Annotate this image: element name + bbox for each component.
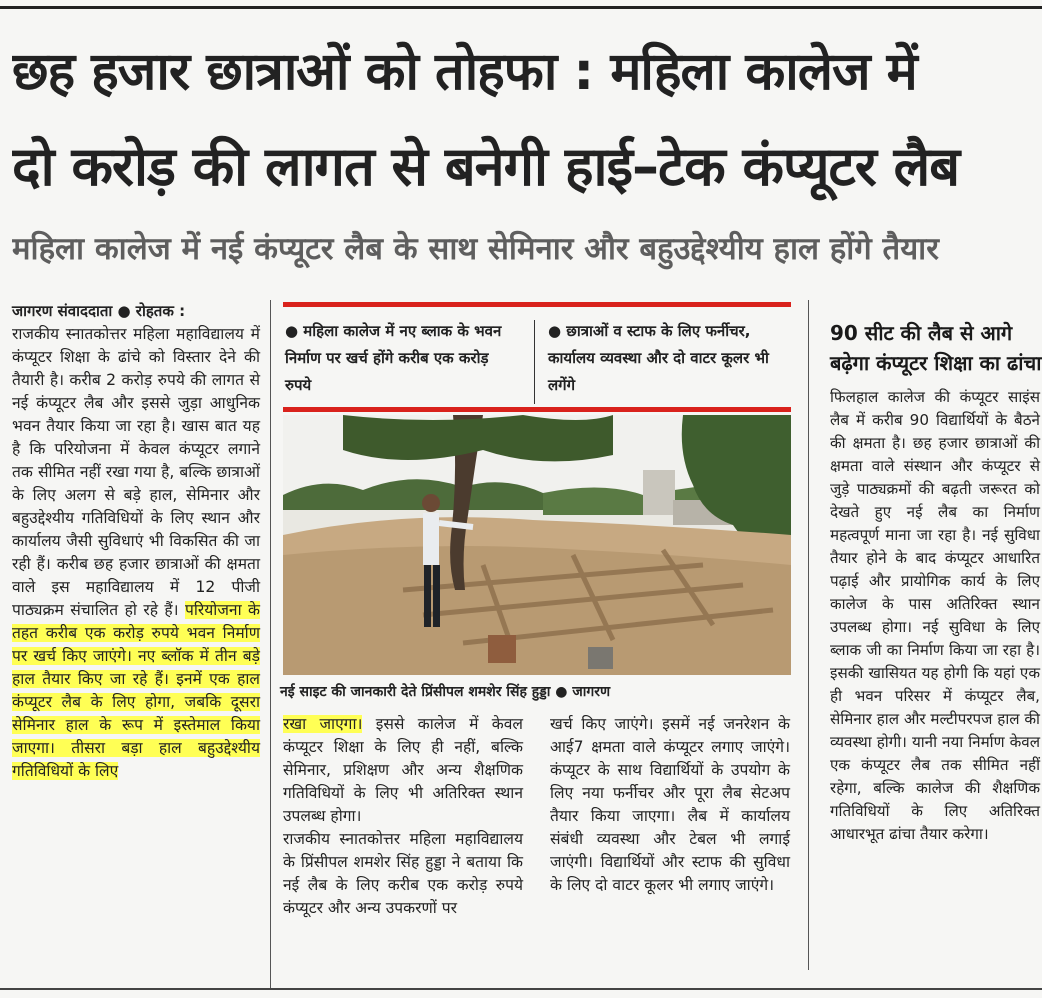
headline-line-1: छह हजार छात्राओं को तोहफा : महिला कालेज में (12, 42, 917, 102)
bullet-point-2: ● छात्राओं व स्टाफ के लिए फर्नीचर, कार्यालय व्यवस्था और दो वाटर कूलर भी लगेंगे (548, 322, 769, 394)
column-rule-2 (808, 300, 809, 970)
bullets-top-red-rule (283, 302, 791, 307)
column-2-paragraph-2: राजकीय स्नातकोत्तर महिला महाविद्यालय के प्रिंसीपल शमशेर सिंह हुड्डा ने बताया कि नई लैब के लिए करीब एक करोड़ रुपये कंप्यूटर और अन्य उपकरणों पर (283, 830, 523, 917)
sidebar-title: 90 सीट की लैब से आगे बढ़ेगा कंप्यूटर शिक्षा का ढांचा (830, 321, 1042, 375)
bullets-bottom-red-rule (283, 407, 791, 412)
column-2-highlight: रखा जाएगा। (283, 715, 363, 733)
photo-caption: नई साइट की जानकारी देते प्रिंसीपल शमशेर सिंह हुड्डा ● जागरण (280, 684, 611, 700)
column-3-paragraph: खर्च किए जाएंगे। इसमें नई जनरेशन के आई7 क्षमता वाले कंप्यूटर लगाए जाएंगे। कंप्यूटर के साथ विद्यार्थियों के उपयोग के लिए नया फर्नीचर और पूरा लैब सेटअप तैयार किया जाएगा। लैब में कार्यालय संबंधी व्यवस्था और टेबल भी लगाई जाएंगी। विद्यार्थियों और स्टाफ की सुविधा के लिए दो वाटर कूलर भी लगाए जाएंगे। (550, 715, 790, 894)
column-1-highlight: परियोजना के तहत करीब एक करोड़ रुपये भवन निर्माण पर खर्च किए जाएंगे। नए ब्लॉक में तीन बड़े हाल तैयार किए जा रहे हैं। इनमें एक हाल कंप्यूटर लैब के लिए होगा, जबकि दूसरा सेमिनार हाल के रूप में इस्तेमाल किया जाएगा। तीसरा बड़ा हाल बहुउद्देश्यीय गतिविधियों के लिए (12, 601, 260, 780)
photo-illustration (283, 415, 791, 675)
column-rule-1 (270, 300, 271, 990)
bottom-rule (0, 988, 1042, 990)
bullets-divider (534, 320, 535, 404)
subheadline: महिला कालेज में नई कंप्यूटर लैब के साथ सेमिनार और बहुउद्देश्यीय हाल होंगे तैयार (12, 231, 939, 267)
headline-line-2: दो करोड़ की लागत से बनेगी हाई–टेक कंप्यूटर लैब (12, 135, 960, 198)
bullet-point-1: ● महिला कालेज में नए ब्लाक के भवन निर्माण पर खर्च होंगे करीब एक करोड़ रुपये (285, 322, 502, 394)
top-rule (0, 6, 1042, 9)
dateline: जागरण संवाददाता ● रोहतक : (12, 302, 186, 320)
article-column-2 (283, 713, 523, 920)
article-column-1 (12, 300, 260, 783)
article-column-3 (550, 713, 790, 897)
construction-site-photo (283, 415, 791, 675)
column-2-paragraph-1: इससे कालेज में केवल कंप्यूटर शिक्षा के लिए ही नहीं, बल्कि सेमिनार, प्रशिक्षण और अन्य शैक्षणिक गतिविधियों के लिए भी अतिरिक्त स्थान उपलब्ध होगा। (283, 715, 523, 825)
sidebar-body: फिलहाल कालेज की कंप्यूटर साइंस लैब में करीब 90 विद्यार्थियों के बैठने की क्षमता है। छह हजार छात्राओं की क्षमता वाले संस्थान और कंप्यूटर से जुड़े पाठ्यक्रमों की बढ़ती जरूरत को देखते हुए नई लैब का निर्माण महत्वपूर्ण माना जा रहा है। नई सुविधा तैयार होने के बाद कंप्यूटर आधारित पढ़ाई और प्रायोगिक कार्य के लिए कालेज के पास अतिरिक्त स्थान उपलब्ध होगा। नई सुविधा के लिए ब्लाक जी का निर्माण किया जा रहा है। इसकी खासियत यह होगी कि यहां एक ही भवन परिसर में कंप्यूटर लैब, सेमिनार हाल और मल्टीपरपज हाल की व्यवस्था होगी। यानी नया निर्माण केवल एक कंप्यूटर लैब तक सीमित नहीं रहेगा, बल्कि कालेज की शैक्षणिक गतिविधियों के लिए अतिरिक्त आधारभूत ढांचा तैयार करेगा। (830, 388, 1040, 843)
column-1-paragraph: राजकीय स्नातकोत्तर महिला महाविद्यालय में कंप्यूटर शिक्षा के ढांचे को विस्तार देने की तैयारी है। करीब 2 करोड़ रुपये की लागत से नई कंप्यूटर लैब और इससे जुड़ा आधुनिक भवन तैयार किया जा रहा है। खास बात यह है कि परियोजना में केवल कंप्यूटर लगाने तक सीमित नहीं रखा गया है, बल्कि छात्राओं के लिए अलग से बड़े हाल, सेमिनार और बहुउद्देश्यीय गतिविधियों के लिए स्थान और कार्यालय जैसी सुविधाएं भी विकसित की जा रही हैं। करीब छह हजार छात्राओं की क्षमता वाले इस महाविद्यालय में 12 पीजी पाठ्यक्रम संचालित हो रहे हैं। (12, 325, 260, 619)
